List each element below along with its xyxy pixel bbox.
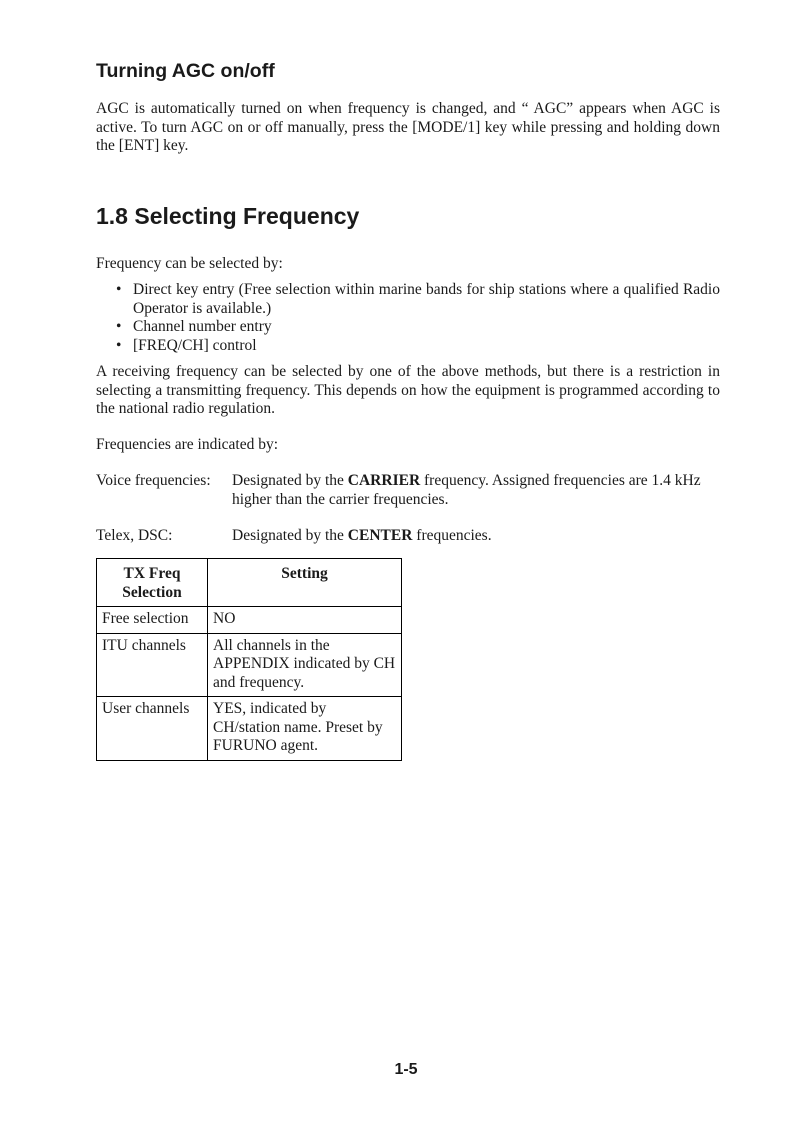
table-cell: NO bbox=[208, 607, 402, 634]
indicated-intro: Frequencies are indicated by: bbox=[96, 436, 279, 453]
receiving-frequency-paragraph: A receiving frequency can be selected by one of the above methods, but there is a restriction in selecting a transmitting frequency. This depends on how the equipment is programmed according to the national radio regulation. bbox=[96, 363, 720, 417]
definition-description bbox=[232, 472, 720, 509]
column-header-tx-freq-selection: TX Freq Selection bbox=[97, 559, 208, 607]
table-cell: Free selection bbox=[97, 607, 208, 634]
table-row bbox=[97, 697, 402, 761]
table-row bbox=[97, 607, 402, 634]
bullet-icon: • bbox=[116, 281, 122, 298]
tx-freq-selection-table bbox=[96, 558, 402, 761]
table-cell: User channels bbox=[97, 697, 208, 761]
page-number: 1-5 bbox=[394, 1061, 418, 1078]
table-cell: ITU channels bbox=[97, 633, 208, 697]
desc-text: frequency. Assigned frequencies are 1.4 kHz higher than the carrier frequencies. bbox=[232, 472, 701, 508]
method-freq-ch-control: [FREQ/CH] control bbox=[133, 336, 257, 354]
column-header-setting: Setting bbox=[208, 559, 402, 607]
table-header-row bbox=[97, 559, 402, 607]
method-channel-number-entry: Channel number entry bbox=[133, 318, 272, 335]
method-direct-key-entry: Direct key entry (Free selection within marine bands for ship stations where a qualified Radio Operator is available.) bbox=[133, 281, 720, 317]
list-item bbox=[96, 337, 720, 356]
table-cell: YES, indicated by CH/station name. Preset by FURUNO agent. bbox=[208, 697, 402, 761]
bullet-icon: • bbox=[116, 336, 122, 354]
definition-term: Voice frequencies: bbox=[96, 472, 211, 489]
frequency-intro: Frequency can be selected by: bbox=[96, 255, 283, 272]
desc-text: Designated by the bbox=[232, 472, 348, 489]
desc-text: Designated by the bbox=[232, 527, 348, 544]
list-item bbox=[96, 318, 720, 337]
table-row bbox=[97, 633, 402, 697]
list-item bbox=[96, 281, 720, 318]
definition-term: Telex, DSC: bbox=[96, 527, 173, 544]
definition-description bbox=[232, 527, 720, 546]
table-cell: All channels in the APPENDIX indicated by CH and frequency. bbox=[208, 633, 402, 697]
desc-emphasis: CENTER bbox=[347, 527, 413, 544]
selection-method-list bbox=[96, 281, 720, 355]
frequency-section-heading: 1.8 Selecting Frequency bbox=[96, 203, 360, 229]
bullet-icon: • bbox=[116, 318, 122, 335]
desc-emphasis: CARRIER bbox=[347, 472, 421, 489]
desc-text: frequencies. bbox=[412, 527, 492, 544]
agc-section-heading: Turning AGC on/off bbox=[96, 60, 275, 82]
agc-paragraph: AGC is automatically turned on when frequency is changed, and “ AGC” appears when AGC is active. To turn AGC on or off manually, press the [MODE/1] key while pressing and holding down the [ENT] key. bbox=[96, 100, 720, 154]
